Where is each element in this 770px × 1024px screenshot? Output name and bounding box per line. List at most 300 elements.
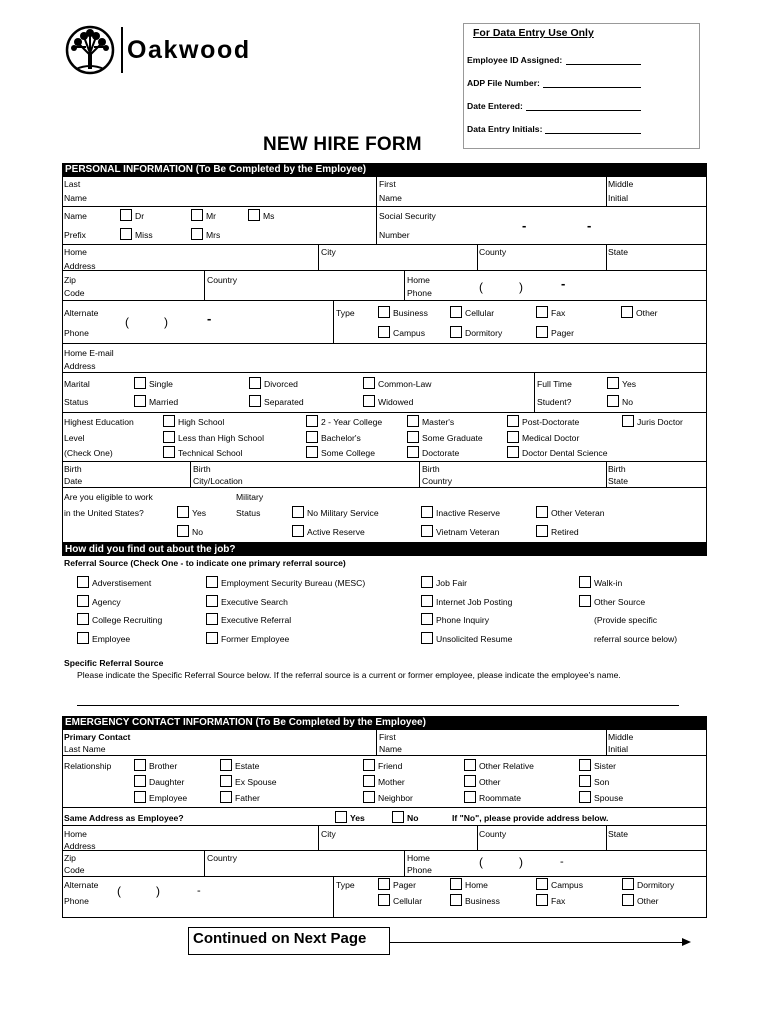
edu-medical-doc-label: Medical Doctor <box>522 433 580 443</box>
ec-alt-phone-label: Alternate <box>64 880 99 890</box>
military-label: Military <box>236 492 264 502</box>
ec-type-other-label: Other <box>637 896 659 906</box>
divider <box>419 461 420 487</box>
edu-juris-checkbox[interactable] <box>622 415 634 427</box>
row-line <box>62 412 707 413</box>
rel-brother-label: Brother <box>149 761 178 771</box>
ref-job-fair-label: Job Fair <box>436 578 468 588</box>
form-title: NEW HIRE FORM <box>263 134 422 155</box>
rel-other-relative-label: Other Relative <box>479 761 534 771</box>
ssn-label: Social Security <box>379 211 436 221</box>
mil-inactive-reserve-label: Inactive Reserve <box>436 508 501 518</box>
full-time-yes-checkbox[interactable] <box>607 377 619 389</box>
divider <box>477 244 478 270</box>
ref-agency-label: Agency <box>92 597 121 607</box>
rel-son-checkbox[interactable] <box>579 775 591 787</box>
ref-other-source-checkbox[interactable] <box>579 595 591 607</box>
divider <box>534 372 535 412</box>
if-no-note: If "No", please provide address below. <box>452 813 609 823</box>
phone-type-label: Type <box>336 308 355 318</box>
ref-exec-search-label: Executive Search <box>221 597 288 607</box>
county-label: County <box>479 247 507 257</box>
eligible-yes-checkbox[interactable] <box>177 506 189 518</box>
relationship-label: Relationship <box>64 761 112 771</box>
edu-bachelors-label: Bachelor's <box>321 433 361 443</box>
middle-initial-label-2: Initial <box>608 193 629 203</box>
ref-other-source-label: Other Source <box>594 597 646 607</box>
row-line <box>62 244 707 245</box>
edu-dental-doc-label: Doctor Dental Science <box>522 448 608 458</box>
edu-bachelors-checkbox[interactable] <box>306 431 318 443</box>
divider <box>606 729 607 755</box>
alt-phone-label: Alternate <box>64 308 99 318</box>
divider <box>333 876 334 918</box>
same-address-no-checkbox[interactable] <box>392 811 404 823</box>
home-address-label: Home <box>64 247 87 257</box>
mil-retired-checkbox[interactable] <box>536 525 548 537</box>
ref-exec-referral-label: Executive Referral <box>221 615 292 625</box>
rel-father-label: Father <box>235 793 260 803</box>
ec-type-pager-checkbox[interactable] <box>378 878 390 890</box>
full-time-yes-label: Yes <box>622 379 637 389</box>
divider <box>606 461 607 487</box>
type-pager-checkbox[interactable] <box>536 326 548 338</box>
continued-label: Continued on Next Page <box>193 930 367 947</box>
alt-phone-paren-open: ( <box>125 315 129 329</box>
divider <box>204 850 205 876</box>
rel-mother-label: Mother <box>378 777 405 787</box>
edu-masters-checkbox[interactable] <box>407 415 419 427</box>
zip-label-2: Code <box>64 288 85 298</box>
edu-some-college-label: Some College <box>321 448 375 458</box>
same-address-yes-label: Yes <box>350 813 365 823</box>
ssn-dash-1: - <box>522 218 527 233</box>
rel-mother-checkbox[interactable] <box>363 775 375 787</box>
edu-technical-label: Technical School <box>178 448 243 458</box>
rel-father-checkbox[interactable] <box>220 791 232 803</box>
zip-label: Zip <box>64 275 76 285</box>
marital-common-law-checkbox[interactable] <box>363 377 375 389</box>
logo-divider <box>121 27 123 73</box>
ec-type-pager-label: Pager <box>393 880 416 890</box>
rel-other-checkbox[interactable] <box>464 775 476 787</box>
ec-type-campus-label: Campus <box>551 880 583 890</box>
eligible-label-2: in the United States? <box>64 508 144 518</box>
ec-alt-phone-label-2: Phone <box>64 896 89 906</box>
rel-estate-checkbox[interactable] <box>220 759 232 771</box>
ec-state-label: State <box>608 829 629 839</box>
student-label: Student? <box>537 397 572 407</box>
rel-employee-label: Employee <box>149 793 188 803</box>
rel-estate-label: Estate <box>235 761 260 771</box>
first-name-label-2: Name <box>379 193 402 203</box>
edu-two-year-label: 2 - Year College <box>321 417 383 427</box>
ref-provide-note: (Provide specific <box>594 615 658 625</box>
emergency-header: EMERGENCY CONTACT INFORMATION (To Be Completed by the Employee) <box>62 716 707 729</box>
marital-separated-label: Separated <box>264 397 304 407</box>
rel-roommate-checkbox[interactable] <box>464 791 476 803</box>
edu-high-school-checkbox[interactable] <box>163 415 175 427</box>
last-name-label-2: Name <box>64 193 87 203</box>
prefix-ms-label: Ms <box>263 211 275 221</box>
birth-state-label: Birth <box>608 464 626 474</box>
divider <box>333 300 334 343</box>
birth-city-label: Birth <box>193 464 211 474</box>
edu-doctorate-checkbox[interactable] <box>407 446 419 458</box>
home-phone-paren-close: ) <box>519 280 523 294</box>
mil-active-reserve-label: Active Reserve <box>307 527 365 537</box>
rel-son-label: Son <box>594 777 610 787</box>
ec-alt-phone-paren-close: ) <box>156 884 160 898</box>
edu-doctorate-label: Doctorate <box>422 448 460 458</box>
rel-neighbor-label: Neighbor <box>378 793 413 803</box>
ref-advertisement-checkbox[interactable] <box>77 576 89 588</box>
mil-other-veteran-label: Other Veteran <box>551 508 605 518</box>
education-label-2: Level <box>64 433 85 443</box>
edu-technical-checkbox[interactable] <box>163 446 175 458</box>
mil-vietnam-checkbox[interactable] <box>421 525 433 537</box>
edu-two-year-checkbox[interactable] <box>306 415 318 427</box>
birth-city-label-2: City/Location <box>193 476 243 486</box>
primary-middle-label-2: Initial <box>608 744 629 754</box>
divider <box>318 244 319 270</box>
mil-none-checkbox[interactable] <box>292 506 304 518</box>
prefix-miss-checkbox[interactable] <box>120 228 132 240</box>
divider <box>477 825 478 850</box>
ref-provide-note-2: referral source below) <box>594 634 678 644</box>
prefix-miss-label: Miss <box>135 230 153 240</box>
mil-inactive-reserve-checkbox[interactable] <box>421 506 433 518</box>
row-line <box>62 487 707 488</box>
student-no-checkbox[interactable] <box>607 395 619 407</box>
email-label: Home E-mail <box>64 348 114 358</box>
personal-info-header: PERSONAL INFORMATION (To Be Completed by the Employee) <box>62 163 707 176</box>
ec-type-home-checkbox[interactable] <box>450 878 462 890</box>
prefix-dr-checkbox[interactable] <box>120 209 132 221</box>
ref-college-label: College Recruiting <box>92 615 163 625</box>
ref-former-checkbox[interactable] <box>206 632 218 644</box>
rel-sister-label: Sister <box>594 761 616 771</box>
ec-county-label: County <box>479 829 507 839</box>
divider <box>376 176 377 206</box>
divider <box>606 825 607 850</box>
type-business-checkbox[interactable] <box>378 306 390 318</box>
birth-state-label-2: State <box>608 476 629 486</box>
type-fax-checkbox[interactable] <box>536 306 548 318</box>
rel-spouse-checkbox[interactable] <box>579 791 591 803</box>
ref-unsolicited-checkbox[interactable] <box>421 632 433 644</box>
ref-former-label: Former Employee <box>221 634 290 644</box>
row-line <box>62 850 707 851</box>
name-prefix-label: Name <box>64 211 87 221</box>
arrow-right-icon <box>682 938 691 946</box>
specific-referral-title: Specific Referral Source <box>64 658 164 668</box>
ec-type-dormitory-checkbox[interactable] <box>622 878 634 890</box>
marital-widowed-label: Widowed <box>378 397 414 407</box>
rel-friend-checkbox[interactable] <box>363 759 375 771</box>
marital-married-label: Married <box>149 397 179 407</box>
ec-type-fax-checkbox[interactable] <box>536 894 548 906</box>
row-line <box>62 755 707 756</box>
prefix-mrs-label: Mrs <box>206 230 221 240</box>
edu-medical-doc-checkbox[interactable] <box>507 431 519 443</box>
divider <box>404 270 405 300</box>
ec-type-business-label: Business <box>465 896 500 906</box>
employee-id-line[interactable] <box>566 64 641 65</box>
referral-header: How did you find out about the job? <box>62 543 707 556</box>
edu-dental-doc-checkbox[interactable] <box>507 446 519 458</box>
continued-arrow-line <box>390 942 683 943</box>
birth-date-label-2: Date <box>64 476 83 486</box>
eligible-no-checkbox[interactable] <box>177 525 189 537</box>
marital-single-checkbox[interactable] <box>134 377 146 389</box>
home-phone-paren-open: ( <box>479 280 483 294</box>
edu-juris-label: Juris Doctor <box>637 417 683 427</box>
ec-home-address-label: Home <box>64 829 87 839</box>
prefix-mr-label: Mr <box>206 211 217 221</box>
rel-employee-checkbox[interactable] <box>134 791 146 803</box>
eligible-no-label: No <box>192 527 203 537</box>
ec-type-other-checkbox[interactable] <box>622 894 634 906</box>
marital-divorced-checkbox[interactable] <box>249 377 261 389</box>
row-line <box>62 807 707 808</box>
ec-home-phone-paren-close: ) <box>519 855 523 869</box>
prefix-mrs-checkbox[interactable] <box>191 228 203 240</box>
type-campus-label: Campus <box>393 328 425 338</box>
ref-internet-checkbox[interactable] <box>421 595 433 607</box>
initials-line[interactable] <box>545 133 641 134</box>
specific-referral-text: Please indicate the Specific Referral Source below. If the referral source is a current or former employee, please indicate the employee's name. <box>77 670 621 680</box>
state-label: State <box>608 247 629 257</box>
edu-high-school-label: High School <box>178 417 225 427</box>
row-line <box>62 270 707 271</box>
data-entry-title: For Data Entry Use Only <box>473 27 594 39</box>
student-no-label: No <box>622 397 633 407</box>
rel-ex-spouse-label: Ex Spouse <box>235 777 277 787</box>
type-campus-checkbox[interactable] <box>378 326 390 338</box>
type-cellular-label: Cellular <box>465 308 495 318</box>
edu-post-doc-checkbox[interactable] <box>507 415 519 427</box>
ec-phone-type-label: Type <box>336 880 355 890</box>
prefix-dr-label: Dr <box>135 211 145 221</box>
rel-other-label: Other <box>479 777 501 787</box>
last-name-label: Last <box>64 179 81 189</box>
ec-home-address-label-2: Address <box>64 841 96 851</box>
row-line <box>62 372 707 373</box>
marital-single-label: Single <box>149 379 173 389</box>
primary-middle-label: Middle <box>608 732 634 742</box>
ref-college-checkbox[interactable] <box>77 613 89 625</box>
ec-type-fax-label: Fax <box>551 896 566 906</box>
edu-less-hs-label: Less than High School <box>178 433 264 443</box>
marital-married-checkbox[interactable] <box>134 395 146 407</box>
ec-home-phone-label-2: Phone <box>407 865 432 875</box>
row-line <box>62 876 707 877</box>
ref-exec-referral-checkbox[interactable] <box>206 613 218 625</box>
ref-mesc-checkbox[interactable] <box>206 576 218 588</box>
ec-zip-label: Zip <box>64 853 76 863</box>
ec-type-home-label: Home <box>465 880 488 890</box>
middle-initial-label: Middle <box>608 179 634 189</box>
full-time-label: Full Time <box>537 379 572 389</box>
home-phone-label: Home <box>407 275 430 285</box>
primary-first-label-2: Name <box>379 744 402 754</box>
date-entered-label: Date Entered: <box>467 101 523 111</box>
ssn-label-2: Number <box>379 230 410 240</box>
home-address-label-2: Address <box>64 261 96 271</box>
prefix-ms-checkbox[interactable] <box>248 209 260 221</box>
city-label: City <box>321 247 336 257</box>
mil-other-veteran-checkbox[interactable] <box>536 506 548 518</box>
alt-phone-dash: - <box>207 311 212 326</box>
row-line <box>62 825 707 826</box>
ec-city-label: City <box>321 829 336 839</box>
adp-label: ADP File Number: <box>467 78 540 88</box>
birth-country-label: Birth <box>422 464 440 474</box>
row-line <box>62 461 707 462</box>
divider <box>606 244 607 270</box>
edu-some-grad-label: Some Graduate <box>422 433 483 443</box>
edu-some-college-checkbox[interactable] <box>306 446 318 458</box>
rel-daughter-label: Daughter <box>149 777 185 787</box>
type-other-checkbox[interactable] <box>621 306 633 318</box>
type-fax-label: Fax <box>551 308 566 318</box>
ec-type-dormitory-label: Dormitory <box>637 880 675 890</box>
ec-alt-phone-dash: - <box>197 885 201 897</box>
type-dormitory-label: Dormitory <box>465 328 503 338</box>
primary-last-name-label: Last Name <box>64 744 106 754</box>
name-prefix-label-2: Prefix <box>64 230 86 240</box>
rel-spouse-label: Spouse <box>594 793 624 803</box>
same-address-yes-checkbox[interactable] <box>335 811 347 823</box>
rel-friend-label: Friend <box>378 761 403 771</box>
rel-sister-checkbox[interactable] <box>579 759 591 771</box>
rel-brother-checkbox[interactable] <box>134 759 146 771</box>
brand-name: Oakwood <box>127 36 251 64</box>
mil-vietnam-label: Vietnam Veteran <box>436 527 500 537</box>
birth-country-label-2: Country <box>422 476 453 486</box>
home-phone-dash: - <box>561 276 566 291</box>
ref-exec-search-checkbox[interactable] <box>206 595 218 607</box>
eligible-label: Are you eligible to work <box>64 492 153 502</box>
marital-label: Marital <box>64 379 90 389</box>
rel-other-relative-checkbox[interactable] <box>464 759 476 771</box>
row-line <box>62 206 707 207</box>
email-label-2: Address <box>64 361 96 371</box>
type-cellular-checkbox[interactable] <box>450 306 462 318</box>
education-label-3: (Check One) <box>64 448 113 458</box>
employee-id-label: Employee ID Assigned: <box>467 55 563 65</box>
oakwood-logo <box>64 25 118 75</box>
marital-widowed-checkbox[interactable] <box>363 395 375 407</box>
specific-referral-line[interactable] <box>77 705 679 706</box>
row-line <box>62 300 707 301</box>
ec-type-campus-checkbox[interactable] <box>536 878 548 890</box>
rel-neighbor-checkbox[interactable] <box>363 791 375 803</box>
rel-daughter-checkbox[interactable] <box>134 775 146 787</box>
ec-home-phone-dash: - <box>560 856 564 868</box>
same-address-no-label: No <box>407 813 419 823</box>
marital-label-2: Status <box>64 397 89 407</box>
adp-line[interactable] <box>543 87 641 88</box>
edu-less-hs-checkbox[interactable] <box>163 431 175 443</box>
mil-none-label: No Military Service <box>307 508 379 518</box>
ec-type-business-checkbox[interactable] <box>450 894 462 906</box>
divider <box>190 461 191 487</box>
divider <box>404 850 405 876</box>
prefix-mr-checkbox[interactable] <box>191 209 203 221</box>
ref-employee-checkbox[interactable] <box>77 632 89 644</box>
referral-subheader: Referral Source (Check One - to indicate one primary referral source) <box>64 558 346 568</box>
birth-date-label: Birth <box>64 464 82 474</box>
ec-home-phone-paren-open: ( <box>479 855 483 869</box>
primary-first-label: First <box>379 732 396 742</box>
ref-walk-in-checkbox[interactable] <box>579 576 591 588</box>
type-business-label: Business <box>393 308 428 318</box>
marital-common-law-label: Common-Law <box>378 379 432 389</box>
date-entered-line[interactable] <box>526 110 641 111</box>
ec-zip-label-2: Code <box>64 865 85 875</box>
mil-retired-label: Retired <box>551 527 579 537</box>
home-phone-label-2: Phone <box>407 288 432 298</box>
primary-contact-label: Primary Contact <box>64 732 131 742</box>
ref-advertisement-label: Adverstisement <box>92 578 152 588</box>
edu-post-doc-label: Post-Doctorate <box>522 417 580 427</box>
divider <box>204 270 205 300</box>
ssn-dash-2: - <box>587 218 592 233</box>
divider <box>318 825 319 850</box>
ref-mesc-label: Employment Security Bureau (MESC) <box>221 578 366 588</box>
ref-employee-label: Employee <box>92 634 131 644</box>
mil-active-reserve-checkbox[interactable] <box>292 525 304 537</box>
ref-internet-label: Internet Job Posting <box>436 597 513 607</box>
edu-masters-label: Master's <box>422 417 455 427</box>
education-label: Highest Education <box>64 417 134 427</box>
rel-roommate-label: Roommate <box>479 793 522 803</box>
ref-job-fair-checkbox[interactable] <box>421 576 433 588</box>
type-dormitory-checkbox[interactable] <box>450 326 462 338</box>
ec-country-label: Country <box>207 853 238 863</box>
divider <box>376 729 377 755</box>
ec-type-cellular-label: Cellular <box>393 896 423 906</box>
country-label: Country <box>207 275 238 285</box>
type-other-label: Other <box>636 308 658 318</box>
ec-alt-phone-paren-open: ( <box>117 884 121 898</box>
ref-unsolicited-label: Unsolicited Resume <box>436 634 513 644</box>
marital-separated-checkbox[interactable] <box>249 395 261 407</box>
ec-home-phone-label: Home <box>407 853 430 863</box>
divider <box>606 176 607 206</box>
edu-some-grad-checkbox[interactable] <box>407 431 419 443</box>
initials-label: Data Entry Initials: <box>467 124 543 134</box>
alt-phone-label-2: Phone <box>64 328 89 338</box>
ec-type-cellular-checkbox[interactable] <box>378 894 390 906</box>
ref-agency-checkbox[interactable] <box>77 595 89 607</box>
row-line <box>62 343 707 344</box>
marital-divorced-label: Divorced <box>264 379 298 389</box>
first-name-label: First <box>379 179 396 189</box>
same-address-label: Same Address as Employee? <box>64 813 184 823</box>
eligible-yes-label: Yes <box>192 508 207 518</box>
alt-phone-paren-close: ) <box>164 315 168 329</box>
ref-phone-inquiry-checkbox[interactable] <box>421 613 433 625</box>
ref-walk-in-label: Walk-in <box>594 578 623 588</box>
divider <box>376 206 377 244</box>
ref-phone-inquiry-label: Phone Inquiry <box>436 615 490 625</box>
rel-ex-spouse-checkbox[interactable] <box>220 775 232 787</box>
type-pager-label: Pager <box>551 328 574 338</box>
military-status-label: Status <box>236 508 261 518</box>
